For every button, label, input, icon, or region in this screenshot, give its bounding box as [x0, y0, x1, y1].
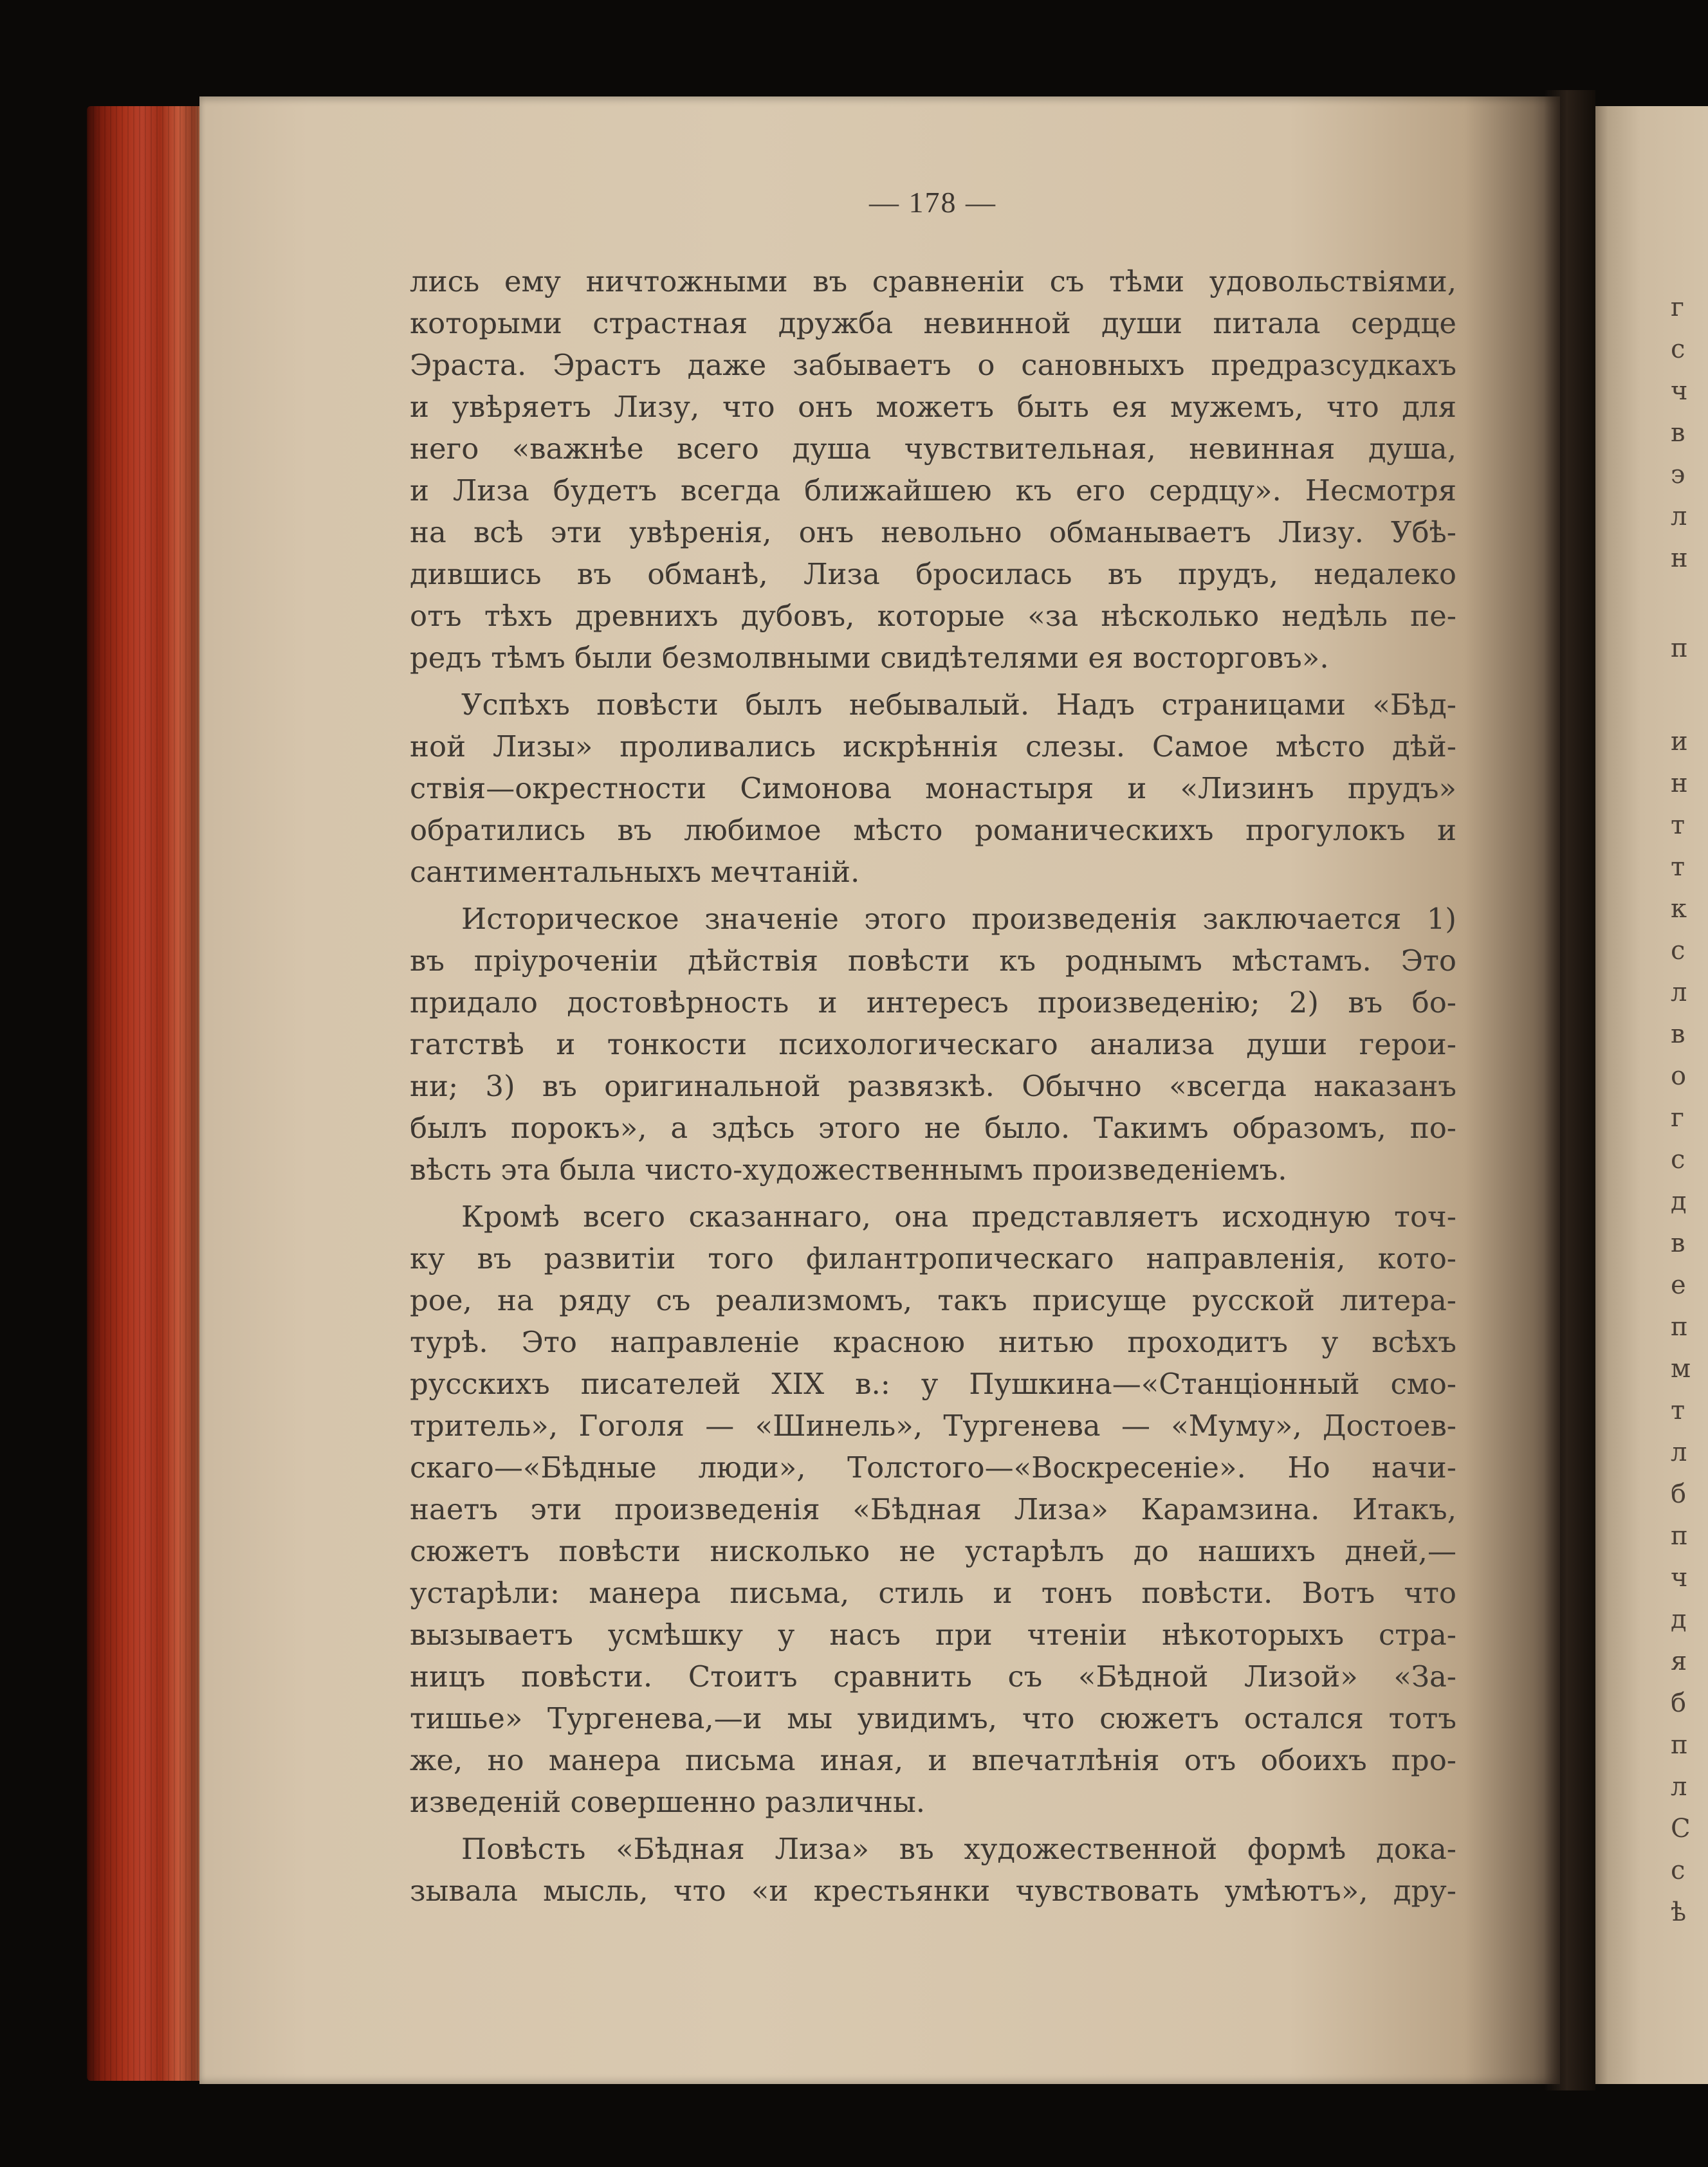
- paragraph-gap: [410, 893, 1456, 898]
- next-page-fragment: э: [1671, 460, 1685, 489]
- text-line: скаго—«Бѣдные люди», Толстого—«Воскресеніе». Но начи-: [410, 1450, 1456, 1485]
- next-page-fragment: г: [1671, 293, 1684, 322]
- next-page-fragment: к: [1671, 894, 1687, 924]
- text-line: отъ тѣхъ древнихъ дубовъ, которые «за нѣсколько недѣль пе-: [410, 599, 1456, 633]
- next-page-fragment: С: [1671, 1814, 1691, 1843]
- body-text: [410, 261, 1456, 1912]
- next-page-fragment: я: [1671, 1647, 1687, 1676]
- text-line: редъ тѣмъ были безмолвными свидѣтелями ея восторговъ».: [410, 641, 1329, 675]
- next-page-fragment: г: [1671, 1103, 1684, 1133]
- paragraph: [410, 898, 1456, 1191]
- next-page-fragment: в: [1671, 1229, 1685, 1258]
- text-line: турѣ. Это направленіе красною нитью проходитъ у всѣхъ: [410, 1325, 1456, 1359]
- next-page-fragment: д: [1671, 1605, 1687, 1634]
- next-page-fragment: л: [1671, 502, 1687, 531]
- next-page-fragment: п: [1671, 1521, 1688, 1551]
- next-page-fragment: н: [1671, 769, 1688, 798]
- next-page-fragment: в: [1671, 418, 1685, 448]
- paragraph: [410, 261, 1456, 679]
- next-page-fragment: н: [1671, 544, 1688, 573]
- text-line: Историческое значеніе этого произведенія заключается 1): [461, 902, 1456, 936]
- next-page-fragment: л: [1671, 1772, 1687, 1802]
- text-line: гатствѣ и тонкости психологическаго анализа души герои-: [410, 1027, 1456, 1061]
- paragraph-gap: [410, 1823, 1456, 1828]
- text-line: ку въ развитіи того филантропическаго направленія, кото-: [410, 1241, 1456, 1276]
- next-page-fragment: т: [1671, 810, 1685, 840]
- text-line: ной Лизы» проливались искрѣннія слезы. Самое мѣсто дѣй-: [410, 729, 1456, 763]
- text-line: сюжетъ повѣсти нисколько не устарѣлъ до нашихъ дней,—: [410, 1534, 1456, 1568]
- next-page-fragment: т: [1671, 1396, 1685, 1425]
- next-page-fragment: ч: [1671, 376, 1688, 406]
- text-line: же, но манера письма иная, и впечатлѣнія отъ обоихъ про-: [410, 1743, 1456, 1777]
- text-line: ни; 3) въ оригинальной развязкѣ. Обычно «всегда наказанъ: [410, 1069, 1456, 1103]
- text-line: придало достовѣрность и интересъ произведенію; 2) въ бо-: [410, 985, 1456, 1019]
- next-page-fragment: л: [1671, 978, 1687, 1007]
- next-page-fragment: б: [1671, 1688, 1687, 1718]
- next-page-fragment: ч: [1671, 1563, 1688, 1593]
- next-page-fragment: ѣ: [1671, 1897, 1687, 1927]
- text-line: на всѣ эти увѣренія, онъ невольно обманываетъ Лизу. Убѣ-: [410, 515, 1456, 549]
- next-page-fragment: с: [1671, 1856, 1685, 1885]
- text-line: вызываетъ усмѣшку у насъ при чтеніи нѣкоторыхъ стра-: [410, 1618, 1456, 1652]
- next-page-fragment: п: [1671, 634, 1688, 663]
- paragraph: [410, 1196, 1456, 1823]
- next-page-fragment: л: [1671, 1438, 1687, 1467]
- paragraph: [410, 684, 1456, 893]
- next-page-fragment: п: [1671, 1730, 1688, 1760]
- next-page-fragment: д: [1671, 1187, 1687, 1216]
- text-line: ницъ повѣсти. Стоитъ сравнить съ «Бѣдной Лизой» «За-: [410, 1660, 1456, 1694]
- page-number: — 178 —: [869, 186, 996, 219]
- text-line: и Лиза будетъ всегда ближайшею къ его сердцу». Несмотря: [410, 473, 1456, 507]
- text-line: былъ порокъ», а здѣсь этого не было. Такимъ образомъ, по-: [410, 1111, 1456, 1145]
- next-page-fragment: с: [1671, 1145, 1685, 1175]
- text-line: дившись въ обманѣ, Лиза бросилась въ прудъ, недалеко: [410, 557, 1456, 591]
- paragraph-gap: [410, 679, 1456, 684]
- paragraph-gap: [410, 1191, 1456, 1196]
- text-line: устарѣли: манера письма, стиль и тонъ повѣсти. Вотъ что: [410, 1576, 1456, 1610]
- next-page-fragment: с: [1671, 936, 1685, 965]
- next-page-fragment: о: [1671, 1061, 1687, 1091]
- text-line: Успѣхъ повѣсти былъ небывалый. Надъ страницами «Бѣд-: [461, 688, 1456, 722]
- text-line: сантиментальныхъ мечтаній.: [410, 855, 860, 889]
- next-page-fragment: м: [1671, 1354, 1691, 1384]
- paragraph: [410, 1828, 1456, 1912]
- next-page-fragment: п: [1671, 1312, 1688, 1342]
- text-line: рое, на ряду съ реализмомъ, такъ присуще русской литера-: [410, 1283, 1456, 1317]
- next-page-fragment: т: [1671, 852, 1685, 882]
- text-line: него «важнѣе всего душа чувствительная, невинная душа,: [410, 432, 1456, 466]
- text-line: вѣсть эта была чисто-художественнымъ произведеніемъ.: [410, 1153, 1287, 1187]
- next-page-fragment: е: [1671, 1270, 1686, 1300]
- text-line: зывала мысль, что «и крестьянки чувствовать умѣютъ», дру-: [410, 1874, 1456, 1908]
- text-line: въ пріуроченіи дѣйствія повѣсти къ роднымъ мѣстамъ. Это: [410, 944, 1456, 978]
- next-page-fragment: б: [1671, 1479, 1687, 1509]
- right-page-fragment: [1586, 106, 1708, 2084]
- text-line: обратились въ любимое мѣсто романическихъ прогулокъ и: [410, 813, 1456, 847]
- text-line: изведеній совершенно различны.: [410, 1785, 926, 1819]
- book-gutter-shadow: [1544, 90, 1595, 2090]
- text-line: наетъ эти произведенія «Бѣдная Лиза» Карамзина. Итакъ,: [410, 1492, 1456, 1526]
- next-page-fragment: и: [1671, 727, 1688, 756]
- book-page-edges: [87, 106, 209, 2081]
- text-line: и увѣряетъ Лизу, что онъ можетъ быть ея мужемъ, что для: [410, 390, 1456, 424]
- page-edge-lines: [87, 106, 209, 2081]
- next-page-fragment: в: [1671, 1019, 1685, 1049]
- text-line: тишье» Тургенева,—и мы увидимъ, что сюжетъ остался тотъ: [410, 1701, 1456, 1735]
- text-line: Кромѣ всего сказаннаго, она представляетъ исходную точ-: [461, 1200, 1456, 1234]
- text-line: Повѣсть «Бѣдная Лиза» въ художественной формѣ дока-: [461, 1832, 1456, 1866]
- text-line: тритель», Гоголя — «Шинель», Тургенева — «Муму», Достоев-: [410, 1409, 1456, 1443]
- text-line: Эраста. Эрастъ даже забываетъ о сановныхъ предразсудкахъ: [410, 348, 1456, 382]
- text-line: которыми страстная дружба невинной души питала сердце: [410, 306, 1456, 340]
- text-line: ствія—окрестности Симонова монастыря и «Лизинъ прудъ»: [410, 771, 1456, 805]
- text-line: лись ему ничтожными въ сравненіи съ тѣми удовольствіями,: [410, 264, 1456, 298]
- next-page-fragment: с: [1671, 334, 1685, 364]
- text-line: русскихъ писателей XIX в.: у Пушкина—«Станціонный смо-: [410, 1367, 1456, 1401]
